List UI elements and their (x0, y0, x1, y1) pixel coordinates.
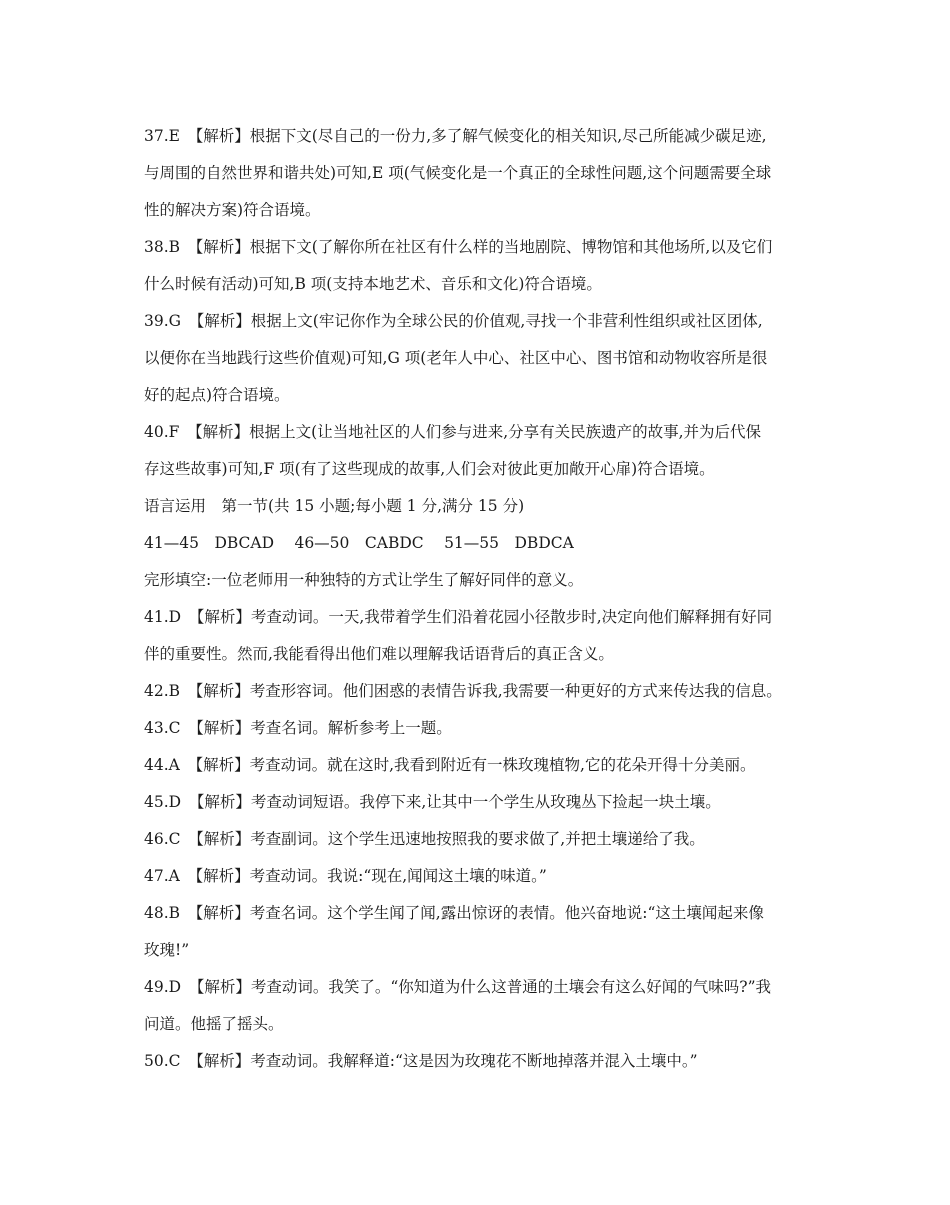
text-line: 什么时候有活动)可知,B 项(支持本地艺术、音乐和文化)符合语境。 (144, 275, 602, 293)
text-line: 45.D 【解析】考查动词短语。我停下来,让其中一个学生从玫瑰丛下捡起一块土壤。 (144, 793, 721, 811)
text-line: 50.C 【解析】考查动词。我解释道:“这是因为玫瑰花不断地掉落并混入土壤中。” (144, 1052, 698, 1070)
text-line: 以便你在当地践行这些价值观)可知,G 项(老年人中心、社区中心、图书馆和动物收容所是很 (144, 349, 768, 367)
text-line: 44.A 【解析】考查动词。就在这时,我看到附近有一株玫瑰植物,它的花朵开得十分美丽。 (144, 756, 756, 774)
text-line: 48.B 【解析】考查名词。这个学生闻了闻,露出惊讶的表情。他兴奋地说:“这土壤闻起来像 (144, 904, 764, 922)
section-heading: 语言运用 第一节(共 15 小题;每小题 1 分,满分 15 分) (144, 497, 525, 515)
text-line: 伴的重要性。然而,我能看得出他们难以理解我话语背后的真正含义。 (144, 645, 614, 663)
text-line: 49.D 【解析】考查动词。我笑了。“你知道为什么这普通的土壤会有这么好闻的气味吗?”我 (144, 978, 771, 996)
text-line: 41.D 【解析】考查动词。一天,我带着学生们沿着花园小径散步时,决定向他们解释拥有好同 (144, 608, 773, 626)
text-line: 42.B 【解析】考查形容词。他们困惑的表情告诉我,我需要一种更好的方式来传达我的信息。 (144, 682, 782, 700)
text-line: 40.F 【解析】根据上文(让当地社区的人们参与进来,分享有关民族遗产的故事,并为后代保 (144, 423, 762, 441)
text-line: 玫瑰!” (144, 941, 190, 959)
text-line: 好的起点)符合语境。 (144, 386, 290, 404)
text-line: 43.C 【解析】考查名词。解析参考上一题。 (144, 719, 452, 737)
text-line: 与周围的自然世界和谐共处)可知,E 项(气候变化是一个真正的全球性问题,这个问题需要全球 (144, 164, 772, 182)
answer-explanations (144, 118, 824, 1080)
text-line: 38.B 【解析】根据下文(了解你所在社区有什么样的当地剧院、博物馆和其他场所,以及它们 (144, 238, 773, 256)
text-line: 问道。他摇了摇头。 (144, 1015, 284, 1033)
text-line: 存这些故事)可知,F 项(有了这些现成的故事,人们会对彼此更加敞开心扉)符合语境。 (144, 460, 715, 478)
passage-summary: 完形填空:一位老师用一种独特的方式让学生了解好同伴的意义。 (144, 571, 584, 589)
text-line: 性的解决方案)符合语境。 (144, 201, 321, 219)
text-line: 39.G 【解析】根据上文(牢记你作为全球公民的价值观,寻找一个非营利性组织或社区团体, (144, 312, 763, 330)
text-line: 47.A 【解析】考查动词。我说:“现在,闻闻这土壤的味道。” (144, 867, 547, 885)
answer-key: 41—45 DBCAD 46—50 CABDC 51—55 DBDCA (144, 534, 574, 552)
text-line: 37.E 【解析】根据下文(尽自己的一份力,多了解气候变化的相关知识,尽己所能减少碳足迹, (144, 127, 767, 145)
text-line: 46.C 【解析】考查副词。这个学生迅速地按照我的要求做了,并把土壤递给了我。 (144, 830, 705, 848)
